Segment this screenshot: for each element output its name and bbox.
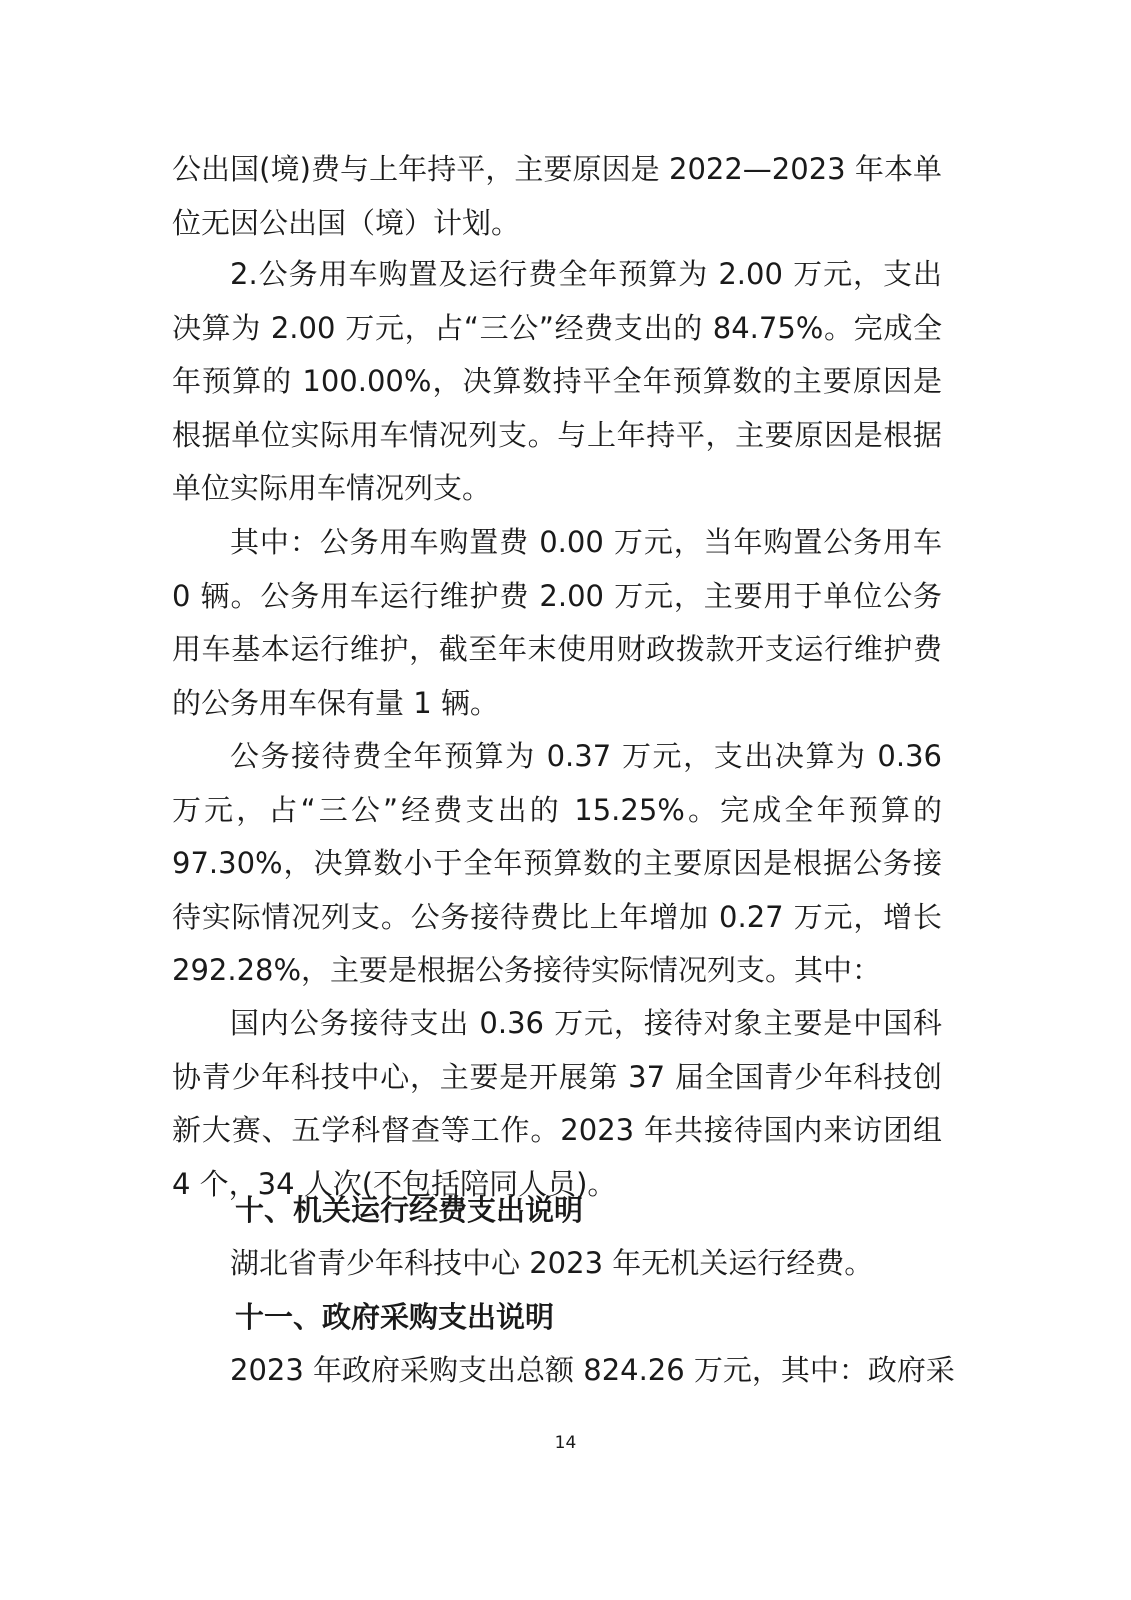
- section-heading-agency-operating: 十、机关运行经费支出说明: [235, 1193, 584, 1227]
- page-number: 14: [554, 1433, 577, 1453]
- paragraph-outbound-travel: 公出国(境)费与上年持平，主要原因是 2022—2023 年本单位无因公出国（境）计划。: [172, 152, 942, 240]
- paragraph-domestic-reception: 国内公务接待支出 0.36 万元，接待对象主要是中国科协青少年科技中心，主要是开展第 37 届全国青少年科技创新大赛、五学科督查等工作。2023 年共接待国内来访团组 4 个，34 人次(不包括陪同人员)。: [172, 1006, 942, 1201]
- paragraph-vehicle-detail: 其中：公务用车购置费 0.00 万元，当年购置公务用车 0 辆。公务用车运行维护费 2.00 万元，主要用于单位公务用车基本运行维护，截至年末使用财政拨款开支运行维护费的公务用车保有量 1 辆。: [172, 525, 942, 720]
- paragraph-reception-expense: 公务接待费全年预算为 0.37 万元，支出决算为 0.36 万元，占“三公”经费支出的 15.25%。完成全年预算的 97.30%，决算数小于全年预算数的主要原因是根据公务接待实际情况列支。公务接待费比上年增加 0.27 万元，增长 292.28%，主要是根据公务接待实际情况列支。其中：: [172, 739, 942, 988]
- section-heading-procurement: 十一、政府采购支出说明: [235, 1300, 555, 1334]
- section-body-agency-operating: 湖北省青少年科技中心 2023 年无机关运行经费。: [230, 1246, 874, 1280]
- section-body-procurement: 2023 年政府采购支出总额 824.26 万元，其中：政府采: [230, 1353, 955, 1387]
- paragraph-vehicle-expense: 2.公务用车购置及运行费全年预算为 2.00 万元，支出决算为 2.00 万元，占“三公”经费支出的 84.75%。完成全年预算的 100.00%，决算数持平全年预算数的主要原因是根据单位实际用车情况列支。与上年持平，主要原因是根据单位实际用车情况列支。: [172, 257, 942, 506]
